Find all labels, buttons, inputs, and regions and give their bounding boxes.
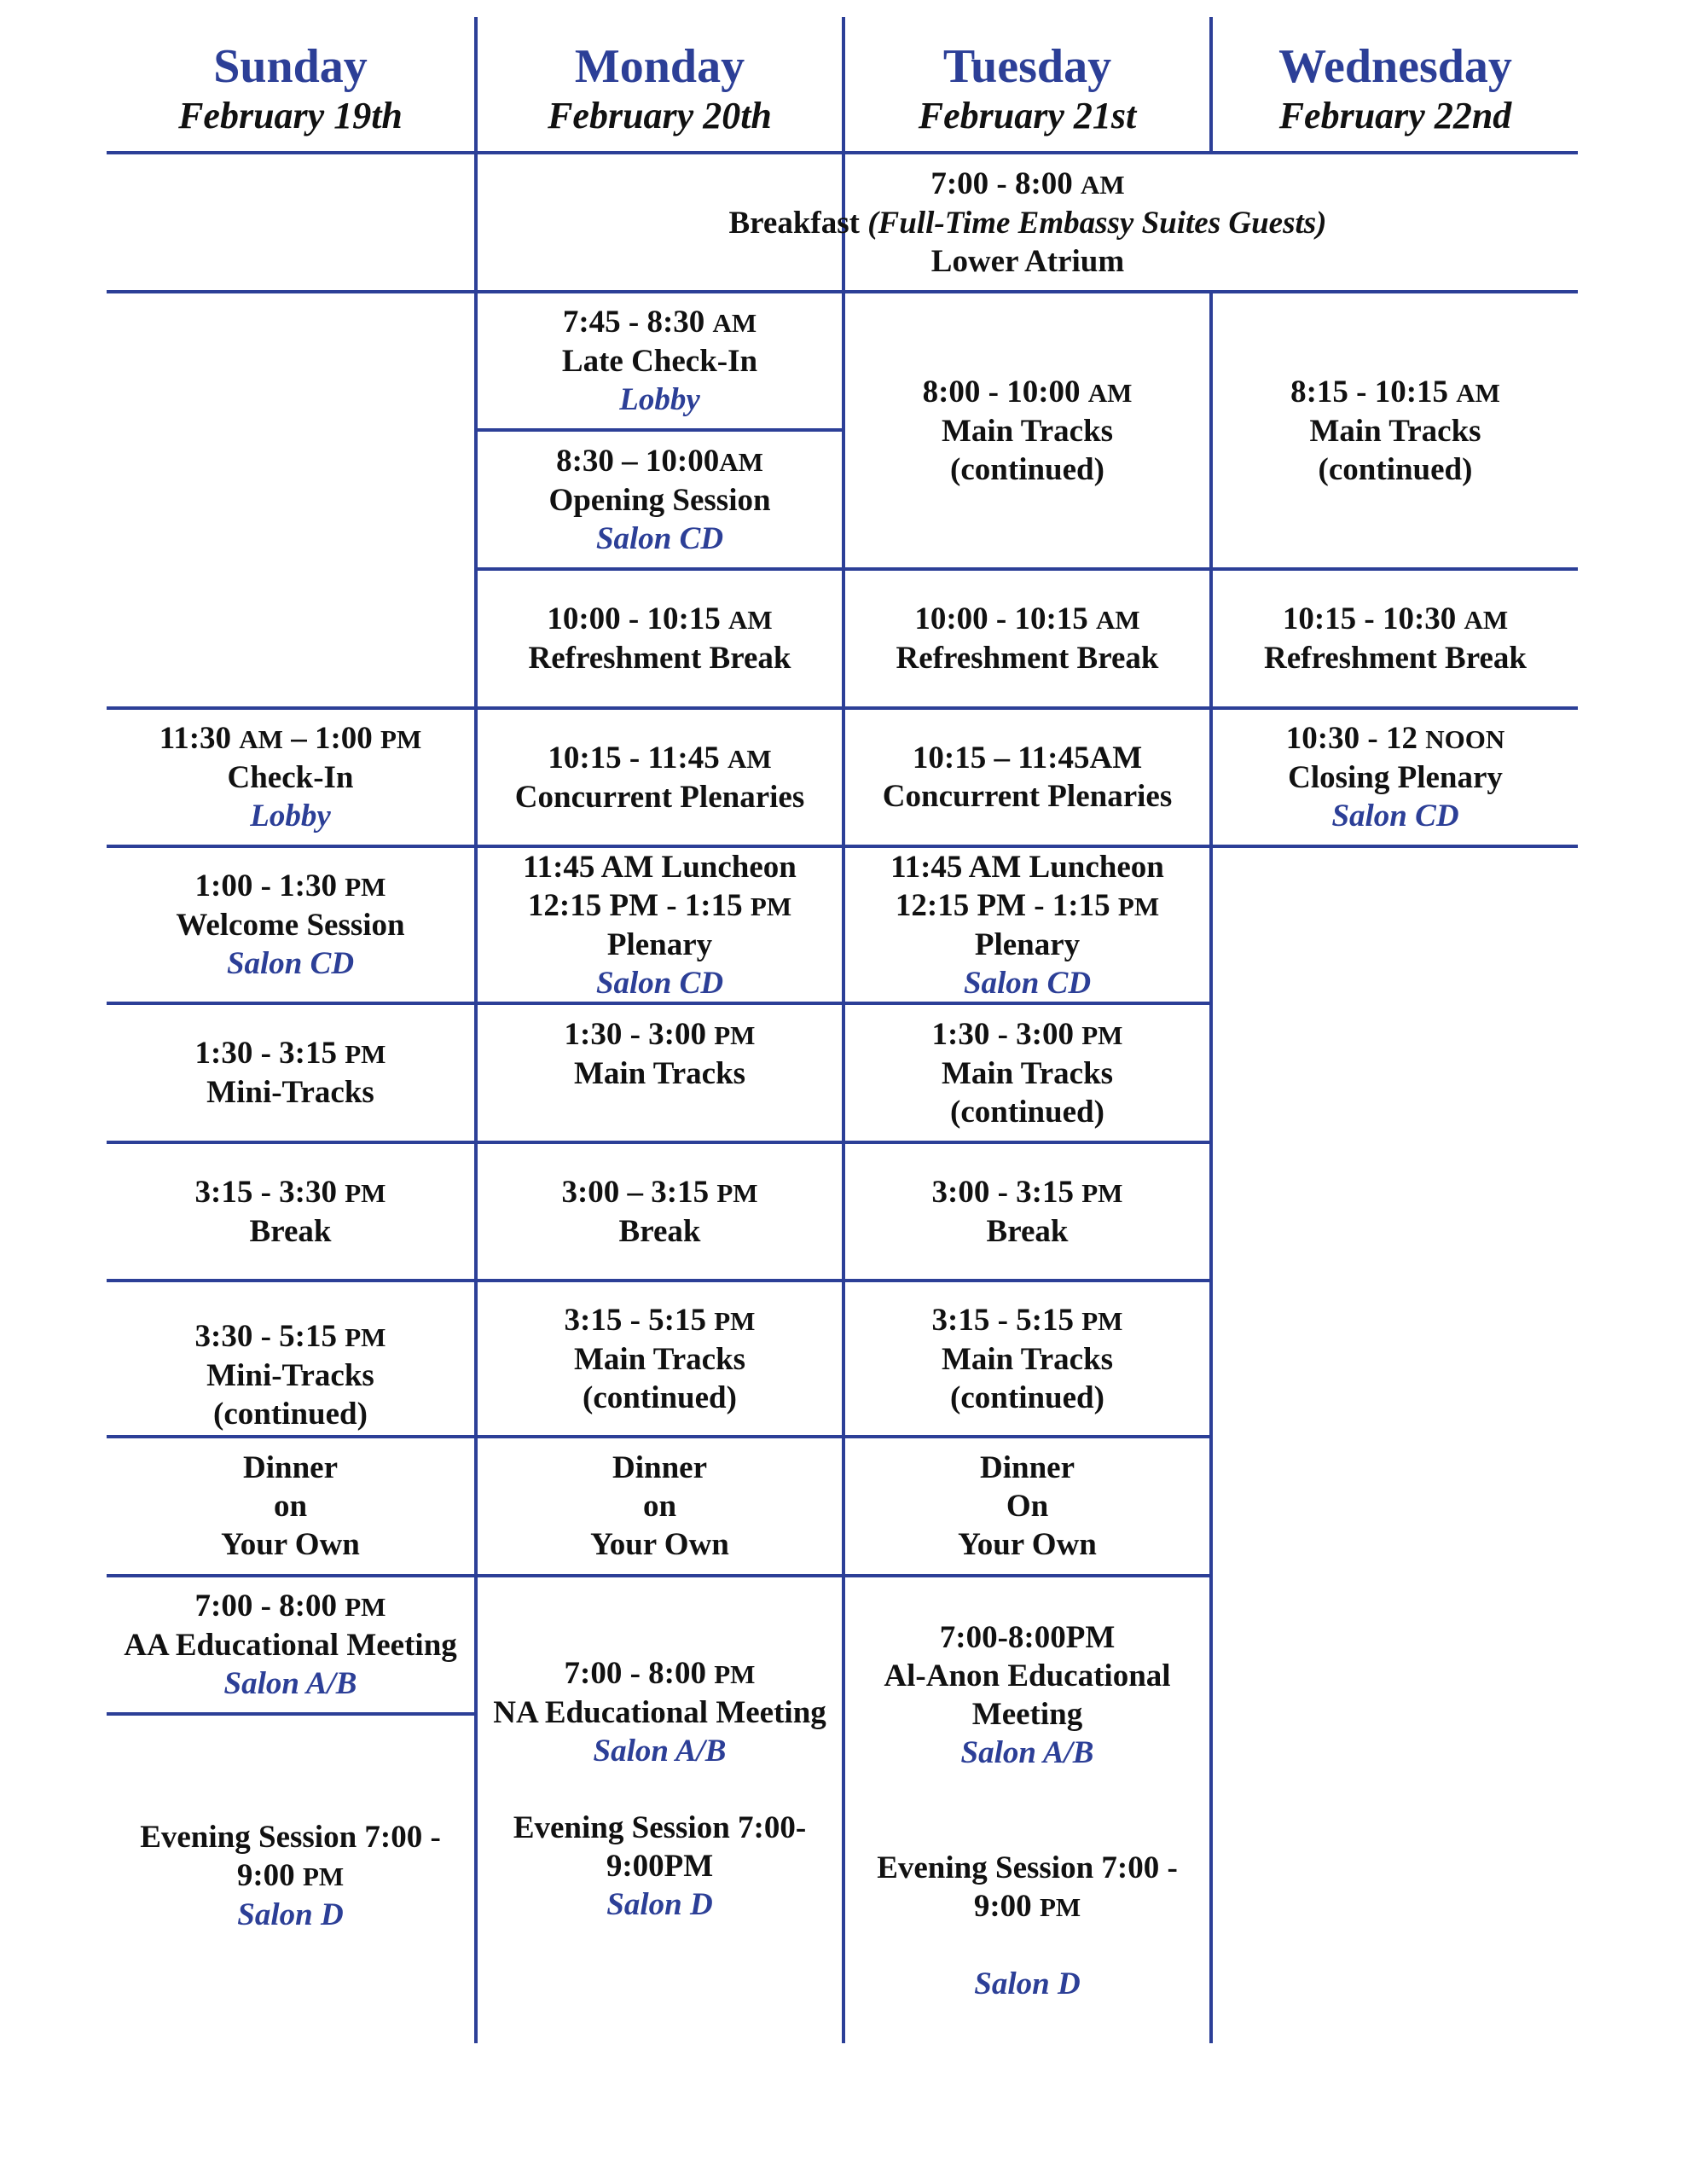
event-title: Refreshment Break [896, 641, 1159, 676]
event-title: Meeting [971, 1697, 1083, 1732]
event-time: 7:00 - 8:00 AM [930, 166, 1125, 201]
event-time: 7:00 - 8:00 PM [194, 1589, 386, 1623]
event-title: NA Educational Meeting [493, 1695, 826, 1730]
event-time: 3:30 - 5:15 PM [194, 1319, 386, 1354]
event-title: Main Tracks [941, 414, 1114, 449]
event-location: Lobby [619, 382, 700, 417]
tuesday-concurrent-plenaries [845, 710, 1209, 845]
event-location: Salon CD [963, 965, 1092, 1001]
monday-main-tracks [478, 1005, 842, 1141]
event-time: 11:30 AM – 1:00 PM [159, 721, 422, 756]
tuesday-luncheon [845, 848, 1209, 1002]
tuesday-evening [845, 1577, 1209, 2004]
sunday-checkin [107, 710, 474, 845]
event-time: 1:30 - 3:00 PM [564, 1017, 756, 1052]
monday-late-checkin [478, 293, 842, 428]
day-name: Monday [574, 40, 745, 93]
day-date: February 21st [918, 95, 1137, 136]
tuesday-dinner [845, 1438, 1209, 1574]
wednesday-closing-plenary [1213, 710, 1578, 845]
event-title: Dinner [243, 1450, 338, 1485]
event-title: On [1006, 1489, 1049, 1524]
event-time: 10:00 - 10:15 AM [547, 601, 773, 636]
event-time: 3:00 - 3:15 PM [931, 1174, 1123, 1210]
header-tuesday [845, 34, 1209, 145]
monday-dinner [478, 1438, 842, 1574]
event-title: Welcome Session [176, 908, 405, 943]
event-location: Lower Atrium [930, 243, 1125, 279]
day-name: Wednesday [1278, 40, 1512, 93]
event-location: Salon CD [226, 946, 355, 981]
event-time: 10:00 - 10:15 AM [914, 601, 1140, 636]
breakfast-event [478, 154, 1578, 290]
event-time: 7:00-8:00PM [939, 1620, 1116, 1655]
event-time: 8:15 - 10:15 AM [1290, 375, 1500, 410]
monday-opening-session [478, 432, 842, 567]
event-title: Break [249, 1213, 332, 1249]
event-time: 9:00PM [606, 1849, 714, 1884]
day-name: Sunday [213, 40, 368, 93]
event-title: Evening Session 7:00 - [877, 1850, 1178, 1885]
event-title: Late Check-In [561, 344, 758, 379]
event-time: 8:00 - 10:00 AM [922, 375, 1133, 410]
header-sunday [107, 34, 474, 145]
event-time: 9:00 PM [973, 1889, 1081, 1924]
sunday-mini-tracks-continued [107, 1282, 474, 1435]
monday-evening [478, 1577, 842, 1978]
event-title: Opening Session [548, 482, 771, 518]
event-title: Your Own [221, 1527, 360, 1562]
event-title: AA Educational Meeting [124, 1628, 457, 1663]
event-title: Al-Anon Educational [884, 1658, 1171, 1693]
day-date: February 19th [178, 95, 403, 136]
event-location: Salon CD [1331, 799, 1459, 834]
event-time: 11:45 AM Luncheon [523, 849, 797, 885]
event-time: 1:30 - 3:15 PM [194, 1036, 386, 1071]
day-name: Tuesday [942, 40, 1112, 93]
event-time: 7:00 - 8:00 PM [564, 1656, 756, 1691]
event-title: Mini-Tracks [206, 1075, 374, 1110]
event-title: Your Own [958, 1527, 1097, 1562]
monday-refreshment-break [478, 571, 842, 706]
event-time: 11:45 AM Luncheon [890, 849, 1164, 885]
event-title: Break [618, 1213, 701, 1249]
sunday-welcome-session [107, 848, 474, 1002]
monday-main-tracks-continued [478, 1282, 842, 1435]
event-title: Plenary [974, 926, 1081, 962]
event-time: 10:30 - 12 NOON [1285, 721, 1505, 756]
event-subtitle: (continued) [950, 1094, 1104, 1130]
wednesday-refreshment-break [1213, 571, 1578, 706]
sunday-evening-session [107, 1716, 474, 2043]
event-location: Lobby [250, 799, 331, 834]
tuesday-break [845, 1144, 1209, 1279]
event-location: Salon D [974, 1966, 1081, 2001]
tuesday-refreshment-break [845, 571, 1209, 706]
event-subtitle: (continued) [950, 452, 1104, 487]
monday-break [478, 1144, 842, 1279]
event-time: 10:15 - 11:45 AM [548, 740, 772, 775]
wednesday-main-tracks-am [1213, 293, 1578, 567]
event-title: Plenary [606, 926, 713, 962]
event-location: Salon CD [595, 965, 724, 1001]
event-title: on [273, 1489, 308, 1524]
event-title: Concurrent Plenaries [514, 779, 805, 815]
event-subtitle: (continued) [583, 1380, 737, 1415]
event-time: 8:30 – 10:00AM [556, 443, 763, 479]
event-title: Main Tracks [941, 1055, 1114, 1091]
sunday-break [107, 1144, 474, 1279]
event-time: 9:00 PM [236, 1858, 345, 1893]
event-time: 3:00 – 3:15 PM [561, 1174, 758, 1210]
event-location: Salon CD [595, 520, 724, 556]
tuesday-main-tracks-am [845, 293, 1209, 567]
event-location: Salon A/B [593, 1734, 727, 1769]
monday-luncheon [478, 848, 842, 1002]
event-title: Breakfast (Full-Time Embassy Suites Guests) [728, 205, 1327, 241]
event-title: Concurrent Plenaries [882, 779, 1173, 814]
event-time: 10:15 - 10:30 AM [1282, 601, 1509, 636]
event-title: Dinner [612, 1450, 707, 1485]
event-title: Main Tracks [573, 1056, 746, 1091]
tuesday-main-tracks [845, 1005, 1209, 1141]
event-title: Break [986, 1213, 1069, 1249]
event-location: Salon D [237, 1897, 344, 1932]
event-title: Mini-Tracks [206, 1358, 374, 1393]
event-title: Your Own [590, 1527, 729, 1562]
event-title: Check-In [227, 760, 354, 795]
event-time: 7:45 - 8:30 AM [562, 305, 757, 340]
event-title: on [642, 1489, 677, 1524]
event-subtitle: (continued) [1318, 452, 1473, 487]
day-date: February 20th [548, 95, 772, 136]
event-title: Closing Plenary [1288, 760, 1503, 795]
event-title: Evening Session 7:00- [513, 1810, 807, 1845]
sunday-dinner [107, 1438, 474, 1574]
event-time: 1:30 - 3:00 PM [931, 1016, 1123, 1052]
event-title: Main Tracks [941, 1341, 1114, 1377]
event-time: 1:00 - 1:30 PM [194, 868, 386, 903]
event-title: Main Tracks [1309, 414, 1481, 449]
event-time: 3:15 - 5:15 PM [564, 1302, 756, 1338]
event-time: 12:15 PM - 1:15 PM [895, 887, 1160, 923]
event-title: Evening Session 7:00 - [140, 1820, 441, 1855]
sunday-aa-meeting [107, 1577, 474, 1712]
tuesday-main-tracks-continued [845, 1282, 1209, 1435]
monday-concurrent-plenaries [478, 710, 842, 845]
event-title: Main Tracks [573, 1341, 746, 1377]
event-time: 12:15 PM - 1:15 PM [527, 887, 792, 923]
sunday-mini-tracks [107, 1005, 474, 1141]
event-time: 10:15 – 11:45AM [912, 741, 1143, 775]
event-location: Salon A/B [960, 1735, 1094, 1770]
header-wednesday [1213, 34, 1578, 145]
event-time: 3:15 - 3:30 PM [194, 1174, 386, 1210]
event-location: Salon D [606, 1887, 713, 1922]
header-monday [478, 34, 842, 145]
event-title: Refreshment Break [528, 641, 791, 676]
event-location: Salon A/B [223, 1666, 357, 1701]
day-date: February 22nd [1278, 95, 1512, 136]
event-title: Refreshment Break [1264, 641, 1527, 676]
event-subtitle: (continued) [213, 1397, 368, 1432]
event-subtitle: (continued) [950, 1380, 1104, 1415]
event-title: Dinner [980, 1450, 1075, 1485]
event-time: 3:15 - 5:15 PM [931, 1302, 1123, 1338]
